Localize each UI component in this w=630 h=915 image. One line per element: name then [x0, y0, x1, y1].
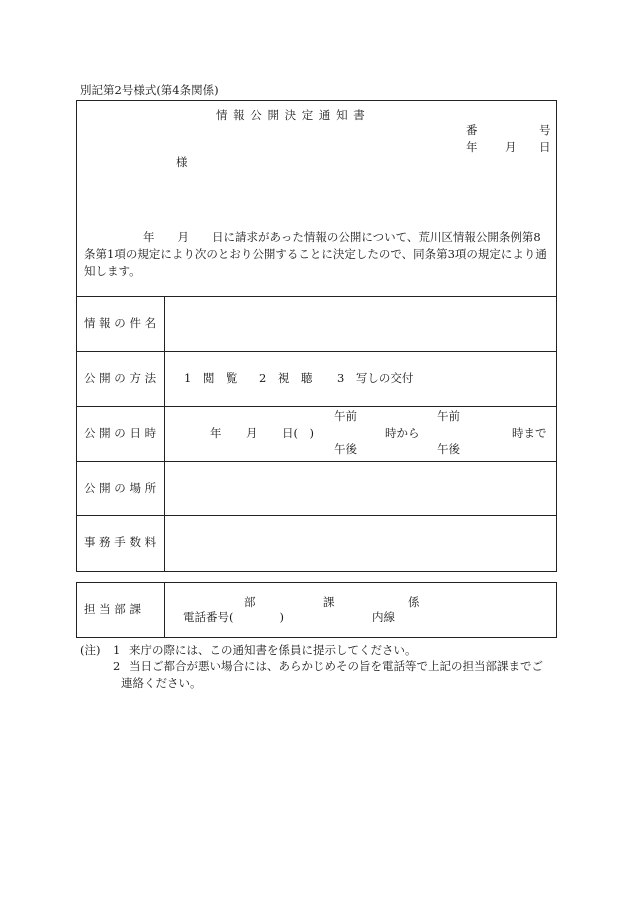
body-line-3: 知します。 [84, 264, 141, 278]
contact-label: 担 当 部 課 [84, 602, 141, 616]
contact-extension: 内線 [372, 610, 395, 624]
datetime-until: 時まで [512, 426, 547, 440]
method-option-3: 3 写しの交付 [337, 371, 414, 385]
row-rule [77, 515, 556, 516]
fee-label: 事 務 手 数 料 [84, 535, 157, 549]
start-gozen: 午前 [334, 409, 357, 423]
note-1-text: 来庁の際には、この通知書を係員に提示してください。 [129, 643, 417, 657]
method-label: 公 開 の 方 法 [84, 371, 157, 385]
datetime-year: 年 [210, 426, 222, 440]
contact-phone: 電話番号( ) [183, 610, 284, 624]
contact-ka: 課 [323, 595, 335, 609]
number-go-label: 号 [539, 123, 551, 137]
datetime-day: 日( ) [282, 426, 314, 440]
contact-bu: 部 [244, 595, 256, 609]
contact-box [76, 582, 557, 638]
notes-marker: (注) [80, 643, 101, 657]
body-line-2: 条第1項の規定により次のとおり公開することに決定したので、同条第3項の規定により通 [84, 247, 547, 261]
table-top-rule [77, 296, 556, 297]
end-gogo: 午後 [437, 442, 460, 456]
number-ban-label: 番 [466, 123, 478, 137]
place-label: 公 開 の 場 所 [84, 481, 157, 495]
datetime-month: 月 [246, 426, 258, 440]
datetime-label: 公 開 の 日 時 [84, 426, 157, 440]
subject-label: 情 報 の 件 名 [84, 316, 157, 330]
note-2-number: 2 [113, 659, 121, 673]
column-divider [164, 296, 165, 571]
contact-column-divider [164, 583, 165, 637]
date-day-label: 日 [539, 140, 551, 154]
form-label: 別記第2号様式(第4条関係) [80, 83, 219, 97]
addressee-sama-label: 様 [176, 155, 188, 169]
contact-kakari: 係 [408, 595, 420, 609]
main-form-box [76, 100, 557, 572]
datetime-from: 時から [385, 426, 420, 440]
date-month-label: 月 [505, 140, 517, 154]
row-rule [77, 406, 556, 407]
method-option-2: 2 視 聴 [259, 371, 313, 385]
method-option-1: 1 閲 覧 [184, 371, 238, 385]
row-rule [77, 461, 556, 462]
start-gogo: 午後 [334, 442, 357, 456]
body-line-1: 年 月 日に請求があった情報の公開について、荒川区情報公開条例第8 [143, 230, 541, 244]
note-1-number: 1 [113, 643, 121, 657]
note-2-text: 当日ご都合が悪い場合には、あらかじめその旨を電話等で上記の担当部課までご連絡ください。 [121, 659, 543, 690]
date-year-label: 年 [466, 140, 478, 154]
form-title: 情 報 公 開 決 定 通 知 書 [216, 108, 366, 122]
row-rule [77, 351, 556, 352]
end-gozen: 午前 [437, 409, 460, 423]
